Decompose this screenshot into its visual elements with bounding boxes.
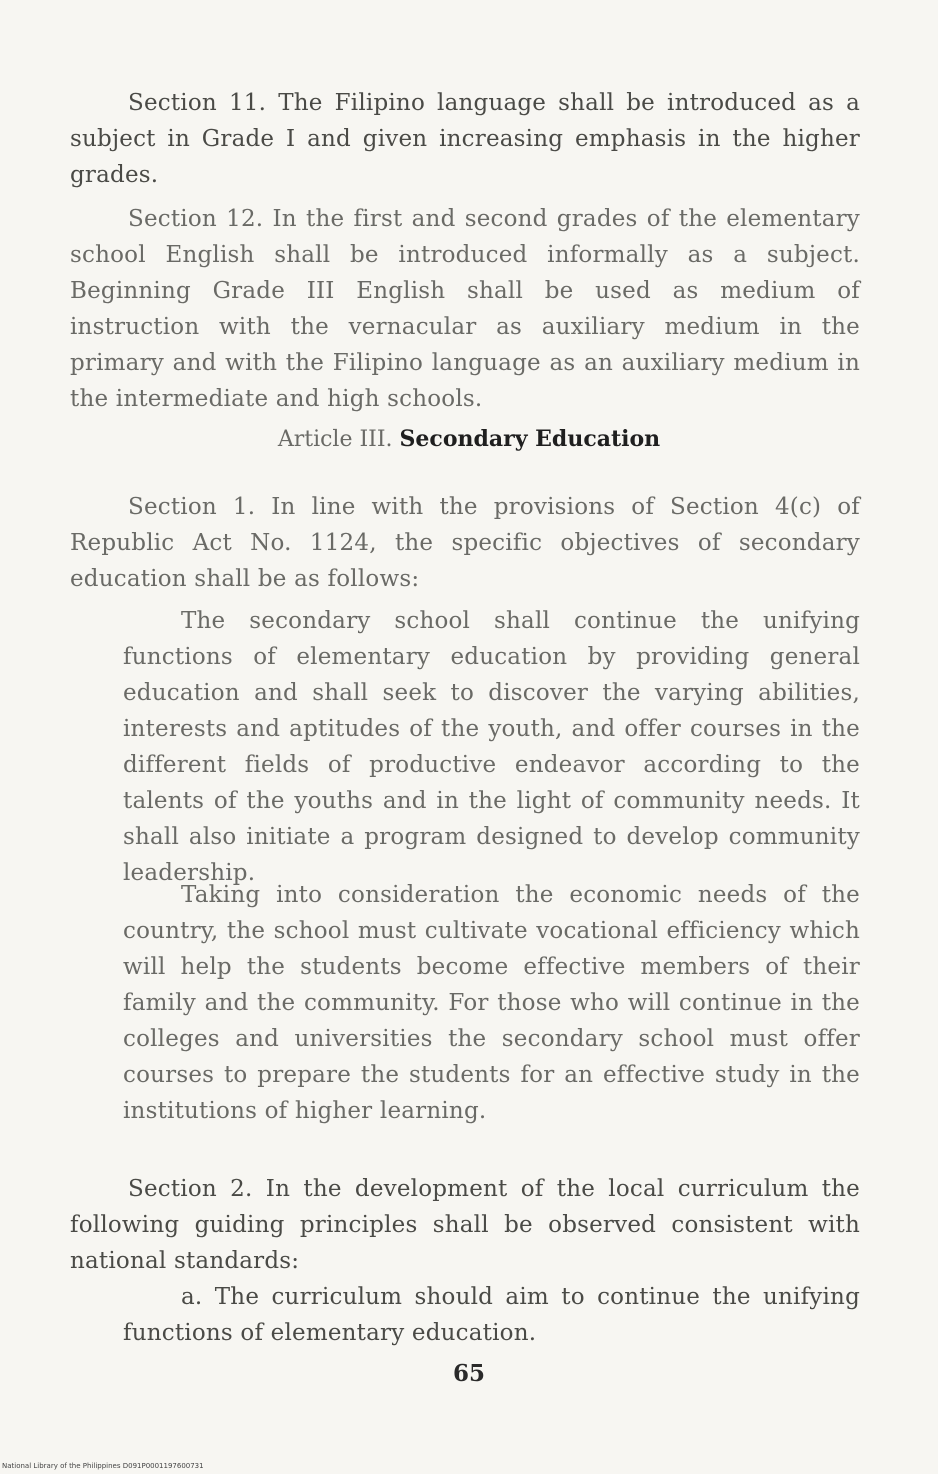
page-number: 65: [452, 1360, 485, 1387]
article-heading: [0, 424, 938, 455]
article-title: Secondary Education: [399, 426, 661, 452]
article-section-2-intro: Section 2. In the development of the local curriculum the following guiding principles shall be observed consistent with national standards:: [70, 1176, 860, 1274]
article-section-1-paragraph-1: The secondary school shall continue the unifying functions of elementary education by providing general education and shall seek to discover the varying abilities, interests and aptitudes of the youth, and offer courses in the different fields of productive endeavor according to the talents of the youths and in the light of community needs. It shall also initiate a program designed to develop community leadership.: [123, 608, 860, 886]
article-section-2-item-a: a. The curriculum should aim to continue the unifying functions of elementary education.: [123, 1284, 860, 1346]
footer-credit: National Library of the Philippines D091P0001197600731: [2, 1462, 204, 1470]
article-section-1-intro: Section 1. In line with the provisions of Section 4(c) of Republic Act No. 1124, the specific objectives of secondary education shall be as follows:: [70, 494, 860, 592]
article-prefix: Article III.: [277, 427, 393, 452]
section-11-paragraph: Section 11. The Filipino language shall be introduced as a subject in Grade I and given increasing emphasis in the higher grades.: [70, 90, 860, 188]
article-section-1-paragraph-2: Taking into consideration the economic needs of the country, the school must cultivate vocational efficiency which will help the students become effective members of their family and the community. For those who will continue in the colleges and universities the secondary school must offer courses to prepare the students for an effective study in the institutions of higher learning.: [123, 882, 860, 1124]
section-12-paragraph: Section 12. In the first and second grades of the elementary school English shall be introduced informally as a subject. Beginning Grade III English shall be used as medium of instruction with the vernacular as auxiliary medium in the primary and with the Filipino language as an auxiliary medium in the intermediate and high schools.: [70, 206, 860, 412]
